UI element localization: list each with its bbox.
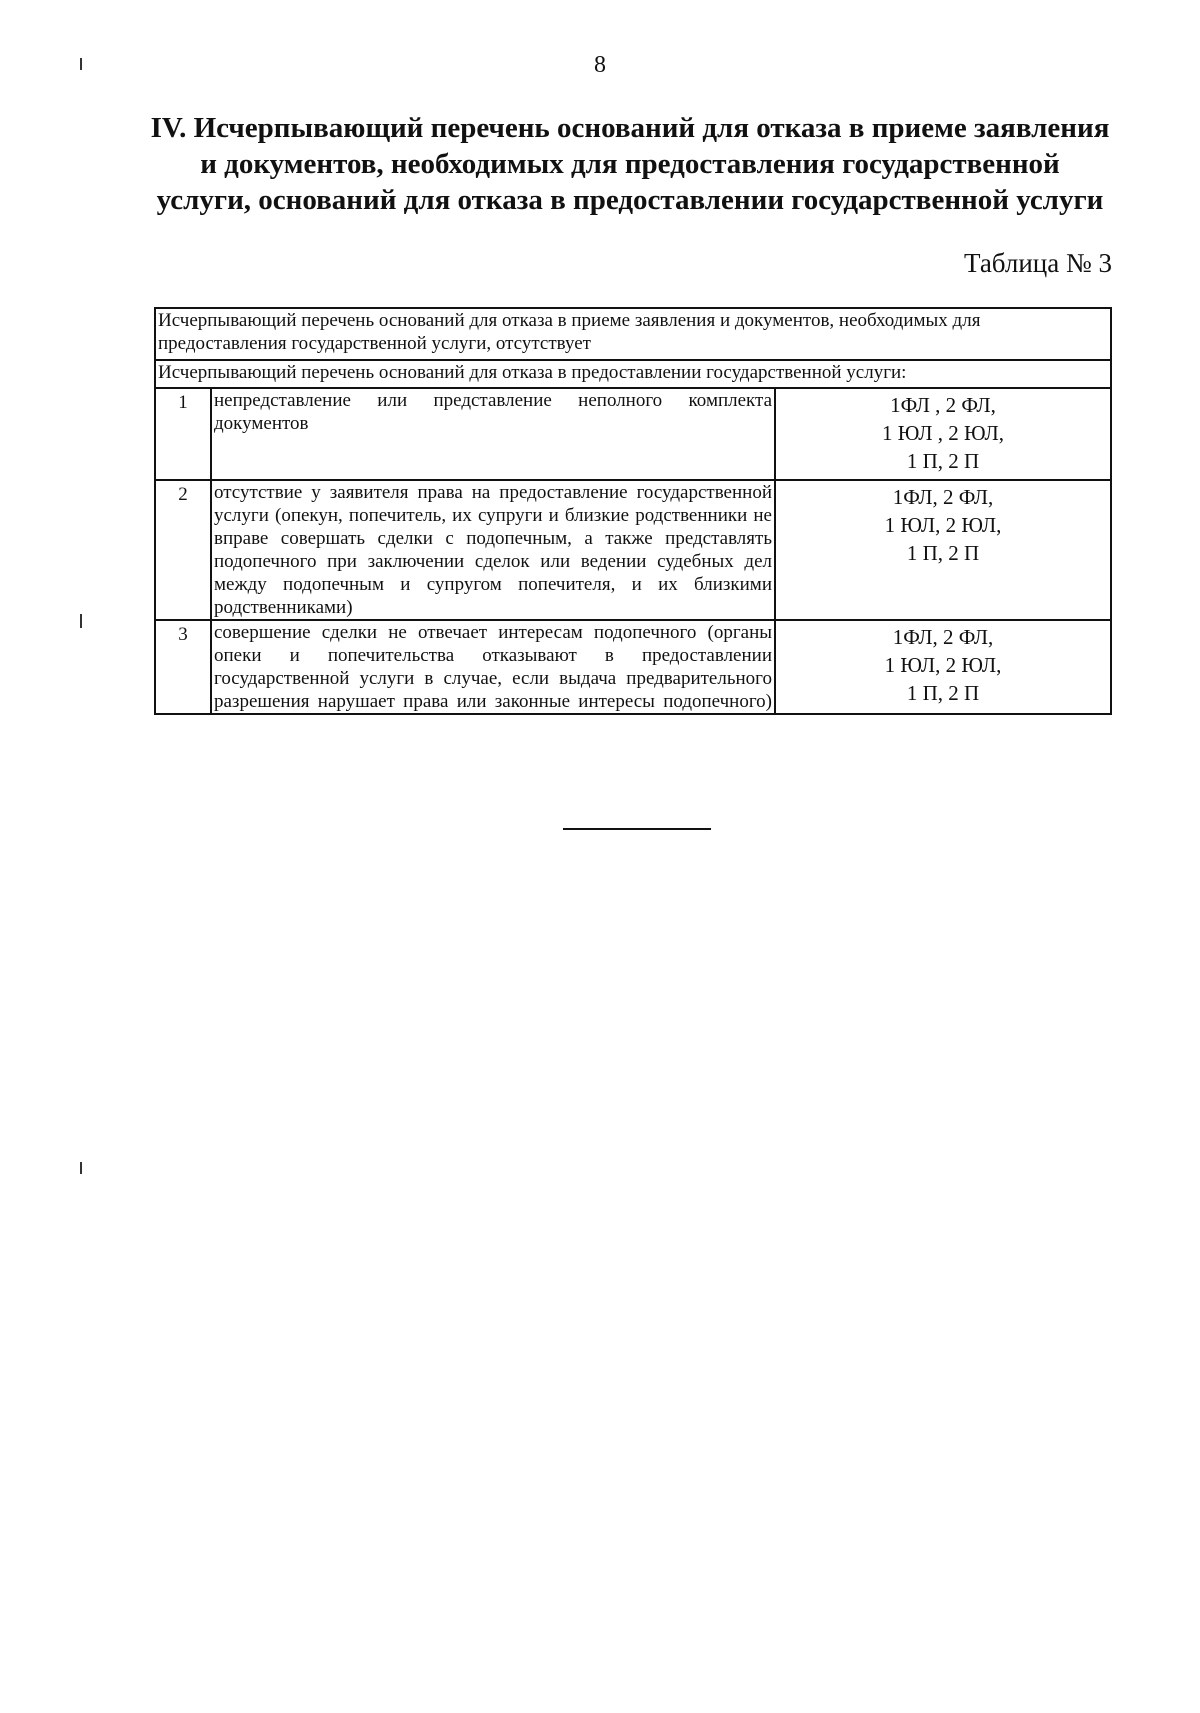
table-row xyxy=(155,360,1111,388)
code-line: 1ФЛ , 2 ФЛ, xyxy=(890,393,996,417)
table-row xyxy=(155,620,1111,714)
scan-margin-mark xyxy=(80,1162,82,1174)
table-row xyxy=(155,388,1111,480)
ground-text xyxy=(211,620,775,714)
ground-text-content: отсутствие у заявителя права на предоставление государственной услуги (опекун, попечитель, их супруги и близкие родственники не вправе совершать сделки с подопечным, а также представлять подопечного при заключении сделок или ведении судебных дел между подопечным и супругом попечителя, и их близкими родственниками) xyxy=(214,482,772,618)
applicant-codes xyxy=(775,388,1111,480)
code-line: 1 П, 2 П xyxy=(906,449,980,473)
ground-text-content: непредставление или представление неполного комплекта документов xyxy=(214,390,772,434)
refusal-grounds-table xyxy=(154,307,1112,715)
code-line: 1 ЮЛ, 2 ЮЛ, xyxy=(884,653,1002,677)
scan-margin-mark xyxy=(80,58,82,70)
row-number: 2 xyxy=(155,480,211,620)
scan-margin-mark xyxy=(80,614,82,628)
code-line: 1ФЛ, 2 ФЛ, xyxy=(892,485,994,509)
ground-text xyxy=(211,480,775,620)
row-number: 1 xyxy=(155,388,211,480)
row-number: 3 xyxy=(155,620,211,714)
end-separator-line xyxy=(563,828,711,830)
table-row xyxy=(155,480,1111,620)
table-row xyxy=(155,308,1111,360)
heading-line: услуги, оснований для отказа в предоставлении государственной услуги xyxy=(156,184,1104,216)
code-line: 1 ЮЛ, 2 ЮЛ, xyxy=(884,513,1002,537)
code-line: 1 П, 2 П xyxy=(906,541,980,565)
ground-text xyxy=(211,388,775,480)
heading-line: и документов, необходимых для предоставления государственной xyxy=(200,148,1060,180)
applicant-codes xyxy=(775,620,1111,714)
table-caption: Таблица № 3 xyxy=(964,248,1112,278)
ground-text-content: совершение сделки не отвечает интересам подопечного (органы опеки и попечительства отказывают в предоставлении государственной услуги в случае, если выдача предварительного разрешения нарушает права или законные интересы подопечного) xyxy=(214,622,772,712)
code-line: 1 П, 2 П xyxy=(906,681,980,705)
page-number: 8 xyxy=(594,52,606,78)
section-heading xyxy=(150,110,1110,218)
heading-line: IV. Исчерпывающий перечень оснований для отказа в приеме заявления xyxy=(150,112,1110,144)
service-refusal-header-cell: Исчерпывающий перечень оснований для отказа в предоставлении государственной услуги: xyxy=(155,360,1111,388)
code-line: 1ФЛ, 2 ФЛ, xyxy=(892,625,994,649)
reception-refusal-cell: Исчерпывающий перечень оснований для отказа в приеме заявления и документов, необходимых для предоставления государственной услуги, отсутствует xyxy=(155,308,1111,360)
code-line: 1 ЮЛ , 2 ЮЛ, xyxy=(881,421,1005,445)
applicant-codes xyxy=(775,480,1111,620)
